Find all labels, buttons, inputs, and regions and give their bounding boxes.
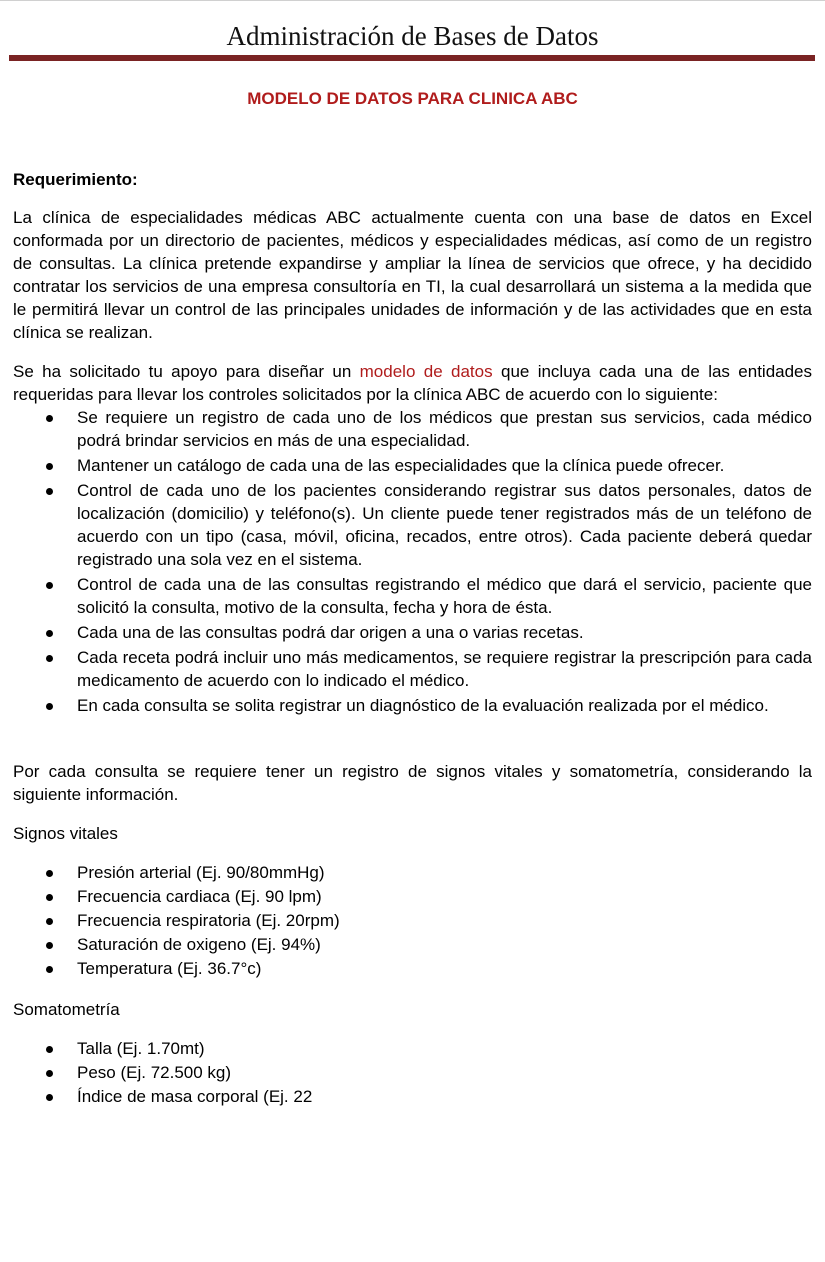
- intro-paragraph: La clínica de especialidades médicas ABC actualmente cuenta con una base de datos en Excel conformada por un directorio de pacientes, médicos y especialidades médicas, así como de un registro de consultas. La clínica pretende expandirse y ampliar la línea de servicios que ofrece, y ha decidido contratar los servicios de una empresa consultoría en TI, la cual desarrollará un sistema a la medida que le permitirá llevar un control de las principales unidades de información y de las actividades que en esta clínica se realizan.: [13, 208, 812, 342]
- list-item: [13, 885, 812, 908]
- list-item-text: Saturación de oxigeno (Ej. 94%): [77, 935, 321, 954]
- list-item: [13, 861, 812, 884]
- list-item-text: Presión arterial (Ej. 90/80mmHg): [77, 863, 325, 882]
- list-item-text: Índice de masa corporal (Ej. 22: [77, 1087, 313, 1106]
- bullet-icon: [46, 463, 53, 470]
- requirements-list: [13, 406, 812, 717]
- vitals-list: [13, 861, 812, 980]
- request-text-before: Se ha solicitado tu apoyo para diseñar un: [13, 362, 360, 381]
- list-item-text: Se requiere un registro de cada uno de los médicos que prestan sus servicios, cada médico podrá brindar servicios en más de una especialidad.: [77, 408, 812, 450]
- modelo-de-datos-link[interactable]: modelo de datos: [359, 362, 493, 381]
- bullet-icon: [46, 582, 53, 589]
- vitals-paragraph: Por cada consulta se requiere tener un registro de signos vitales y somatometría, considerando la siguiente información.: [13, 762, 812, 804]
- list-item: [13, 909, 812, 932]
- bullet-icon: [46, 894, 53, 901]
- document-title: MODELO DE DATOS PARA CLINICA ABC: [247, 89, 578, 108]
- bullet-icon: [46, 630, 53, 637]
- bullet-icon: [46, 1046, 53, 1053]
- list-item-text: Frecuencia cardiaca (Ej. 90 lpm): [77, 887, 322, 906]
- bullet-icon: [46, 870, 53, 877]
- spacer: [13, 981, 812, 998]
- list-item-text: Mantener un catálogo de cada una de las especialidades que la clínica puede ofrecer.: [77, 456, 725, 475]
- list-item: [13, 1085, 812, 1108]
- list-item-text: Talla (Ej. 1.70mt): [77, 1039, 205, 1058]
- list-item: [13, 933, 812, 956]
- list-item-text: Cada receta podrá incluir uno más medicamentos, se requiere registrar la prescripción para cada medicamento de acuerdo con lo indicado el médico.: [77, 648, 812, 690]
- list-item-text: Control de cada uno de los pacientes considerando registrar sus datos personales, datos de localización (domicilio) y teléfono(s). Un cliente puede tener registrados más de un teléfono de acuerdo con un tipo (casa, móvil, oficina, recados, entre otros). Cada paciente deberá quedar registrado una sola vez en el sistema.: [77, 481, 812, 569]
- bullet-icon: [46, 918, 53, 925]
- spacer: [13, 845, 812, 861]
- list-item: [13, 1037, 812, 1060]
- header-rule: [9, 55, 815, 61]
- list-item: [13, 573, 812, 619]
- page-top-border: [0, 0, 825, 1]
- list-item-text: Peso (Ej. 72.500 kg): [77, 1063, 232, 1082]
- list-item: [13, 646, 812, 692]
- list-item: [13, 957, 812, 980]
- list-item-text: Temperatura (Ej. 36.7°c): [77, 959, 262, 978]
- bullet-icon: [46, 1094, 53, 1101]
- bullet-icon: [46, 488, 53, 495]
- bullet-icon: [46, 703, 53, 710]
- request-paragraph: [13, 360, 812, 406]
- list-item: [13, 479, 812, 571]
- spacer: [13, 719, 812, 760]
- list-item: [13, 1061, 812, 1084]
- list-item-text: En cada consulta se solita registrar un diagnóstico de la evaluación realizada por el médico.: [77, 696, 769, 715]
- bullet-icon: [46, 655, 53, 662]
- header-title: Administración de Bases de Datos: [226, 21, 599, 51]
- list-item-text: Frecuencia respiratoria (Ej. 20rpm): [77, 911, 340, 930]
- bullet-icon: [46, 1070, 53, 1077]
- document-body: [13, 168, 812, 1109]
- list-item-text: Cada una de las consultas podrá dar origen a una o varias recetas.: [77, 623, 584, 642]
- bullet-icon: [46, 415, 53, 422]
- list-item: [13, 406, 812, 452]
- bullet-icon: [46, 942, 53, 949]
- vitals-heading: Signos vitales: [13, 824, 118, 843]
- spacer: [13, 1021, 812, 1037]
- bullet-icon: [46, 966, 53, 973]
- requirement-heading: Requerimiento:: [13, 170, 138, 189]
- list-item: [13, 621, 812, 644]
- somato-heading: Somatometría: [13, 1000, 120, 1019]
- list-item: [13, 694, 812, 717]
- somato-list: [13, 1037, 812, 1108]
- list-item: [13, 454, 812, 477]
- request-text-after: que incluya cada una de las entidades requeridas para llevar los controles solicitados por la clínica ABC de acuerdo con lo siguiente:: [13, 362, 813, 404]
- list-item-text: Control de cada una de las consultas registrando el médico que dará el servicio, paciente que solicitó la consulta, motivo de la consulta, fecha y hora de ésta.: [77, 575, 812, 617]
